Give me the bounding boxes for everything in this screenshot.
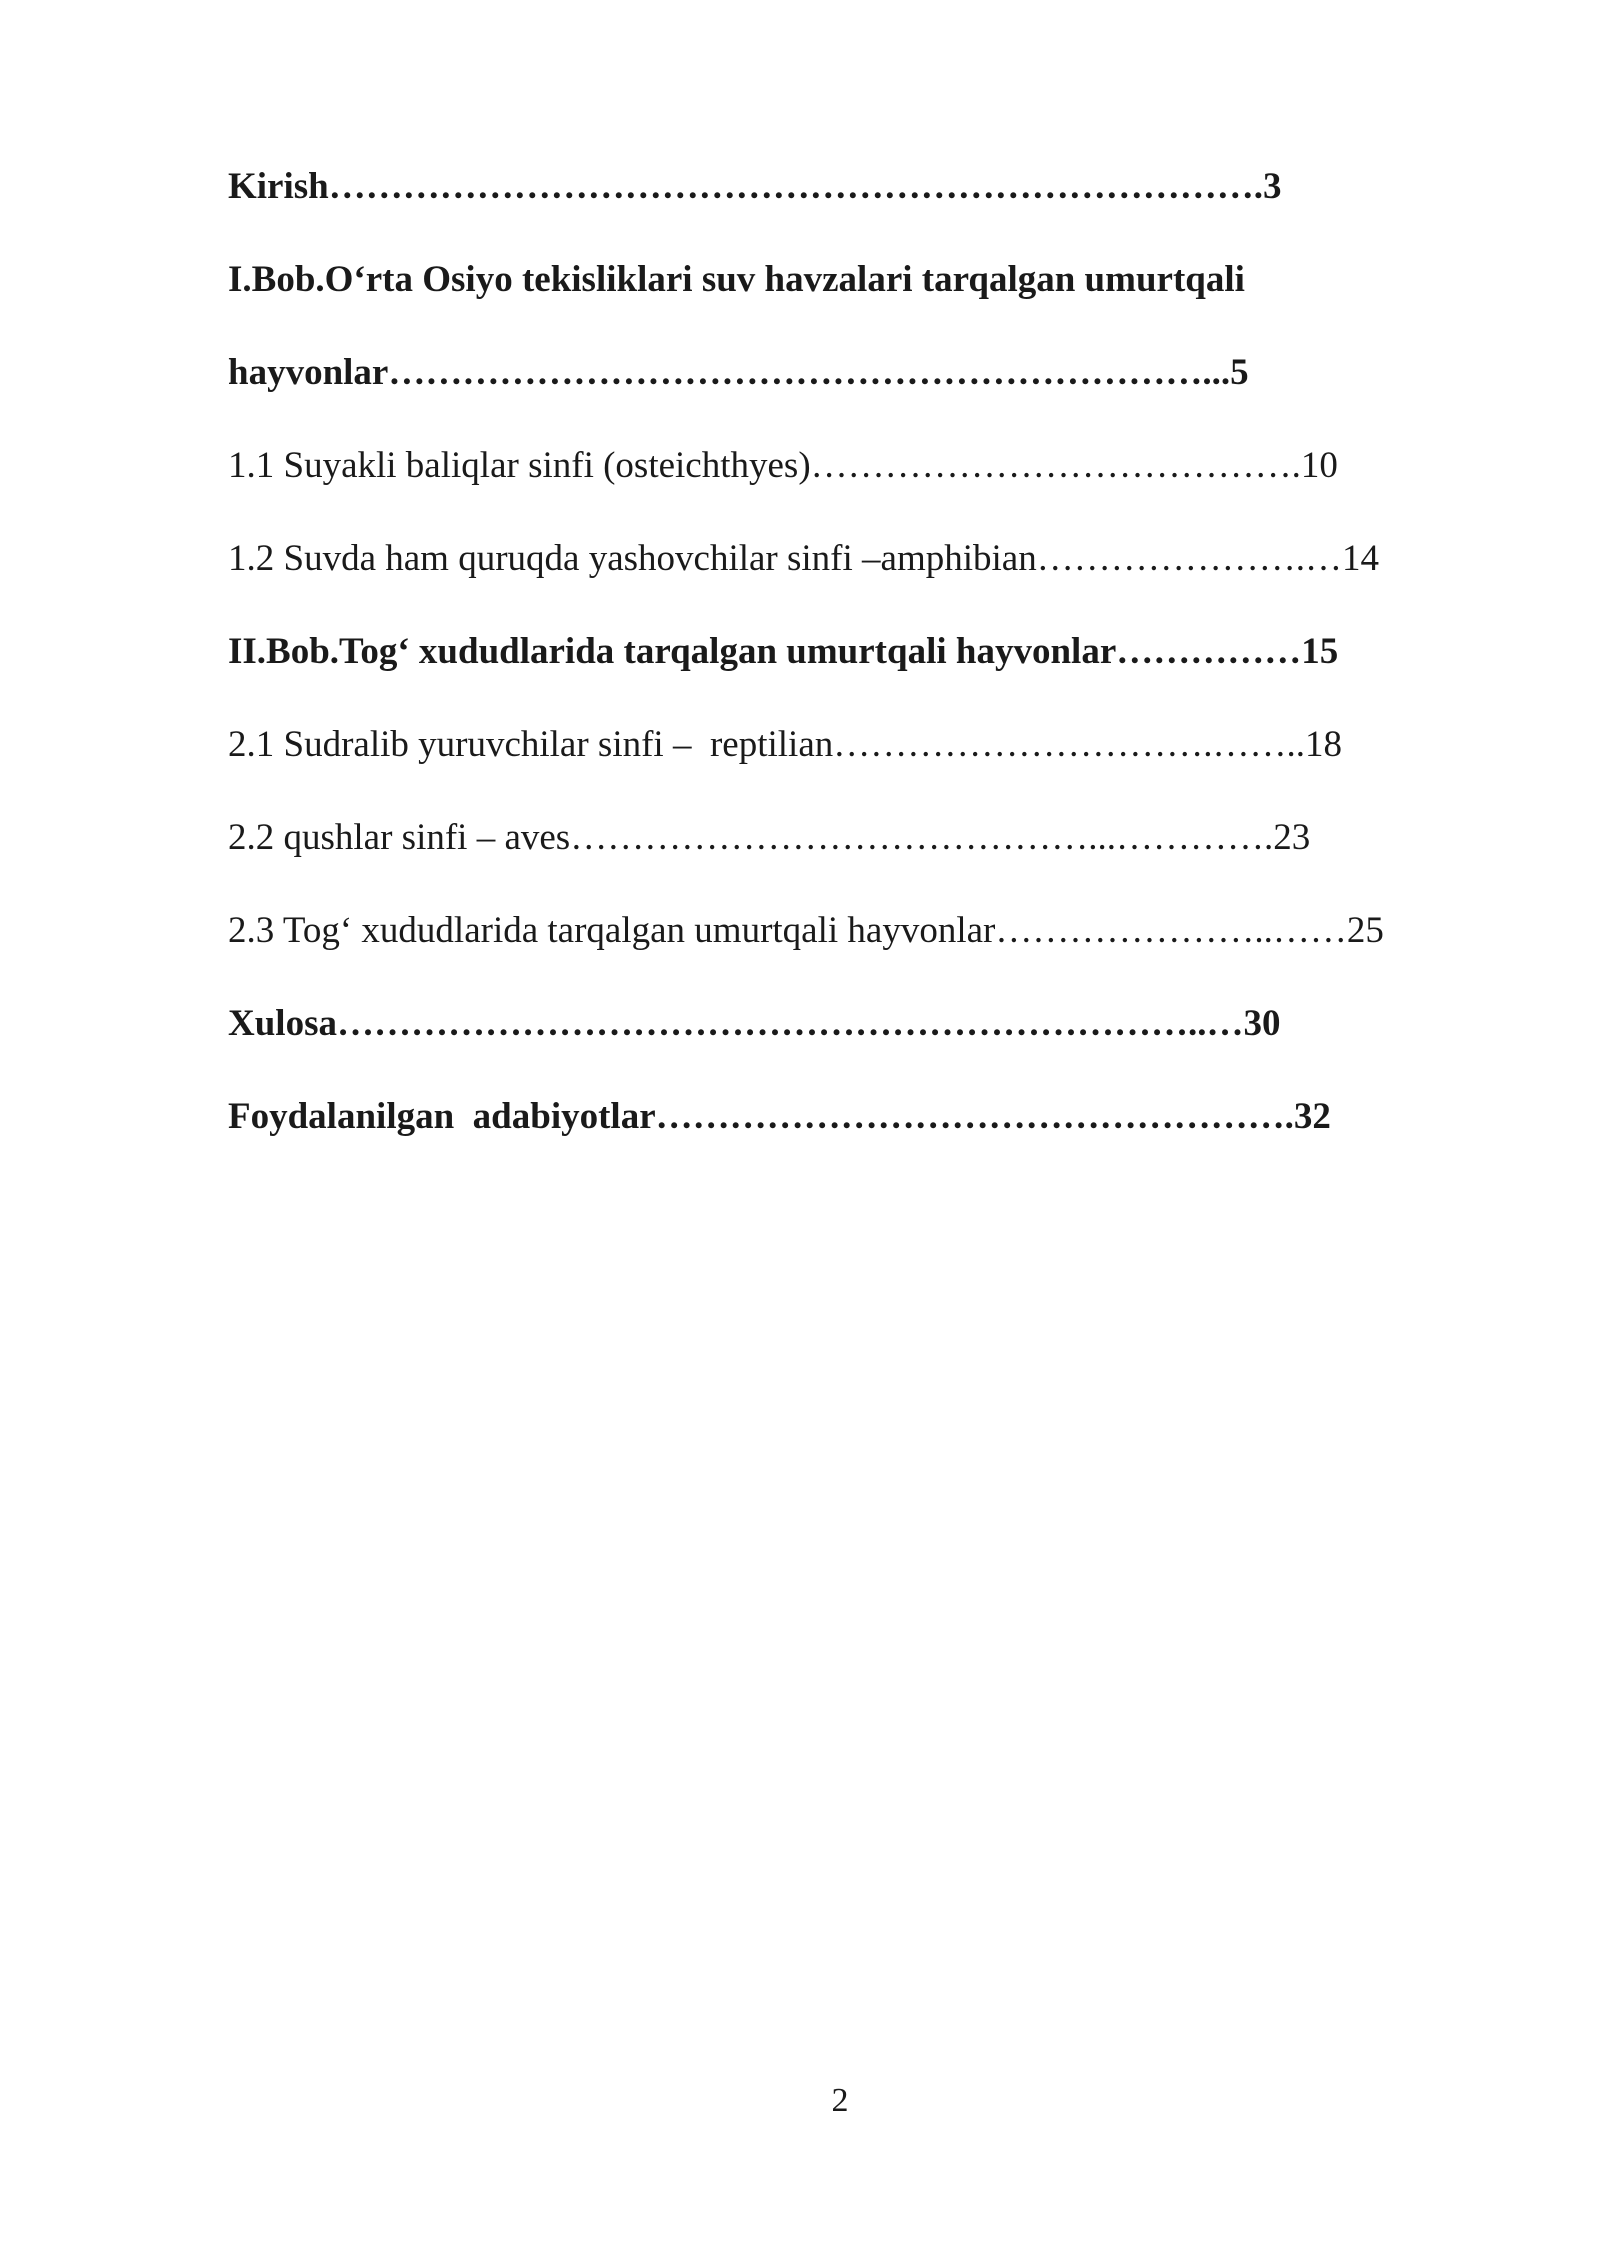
- toc-entry-kirish: Kirish………………………………………………………………….3: [228, 166, 1282, 207]
- toc-entry-section-2-3: 2.3 Tog‘ xududlarida tarqalgan umurtqali hayvonlar…………………..……25: [228, 910, 1384, 951]
- toc-entry-chapter-1-title: I.Bob.O‘rta Osiyo tekisliklari suv havzalari tarqalgan umurtqali: [228, 259, 1245, 300]
- page-number: 2: [831, 2082, 849, 2119]
- table-of-contents: [228, 140, 1468, 1163]
- toc-entry-section-2-1: 2.1 Sudralib yuruvchilar sinfi – reptilian………………………….……..18: [228, 724, 1342, 765]
- toc-entry-section-1-2: 1.2 Suvda ham quruqda yashovchilar sinfi –amphibian………………….…14: [228, 538, 1379, 579]
- toc-entry-bibliography: Foydalanilgan adabiyotlar…………………………………………….32: [228, 1096, 1331, 1137]
- toc-entry-xulosa: Xulosa……………………………………………………………..…30: [228, 1003, 1281, 1044]
- toc-entry-section-1-1: 1.1 Suyakli baliqlar sinfi (osteichthyes)………………………………….10: [228, 445, 1338, 486]
- toc-entry-section-2-2: 2.2 qushlar sinfi – aves……………………………………...………….23: [228, 817, 1311, 858]
- toc-entry-chapter-2: II.Bob.Tog‘ xududlarida tarqalgan umurtqali hayvonlar……………15: [228, 631, 1339, 672]
- toc-entry-chapter-1-continued: hayvonlar…………………………………………………………...5: [228, 352, 1249, 393]
